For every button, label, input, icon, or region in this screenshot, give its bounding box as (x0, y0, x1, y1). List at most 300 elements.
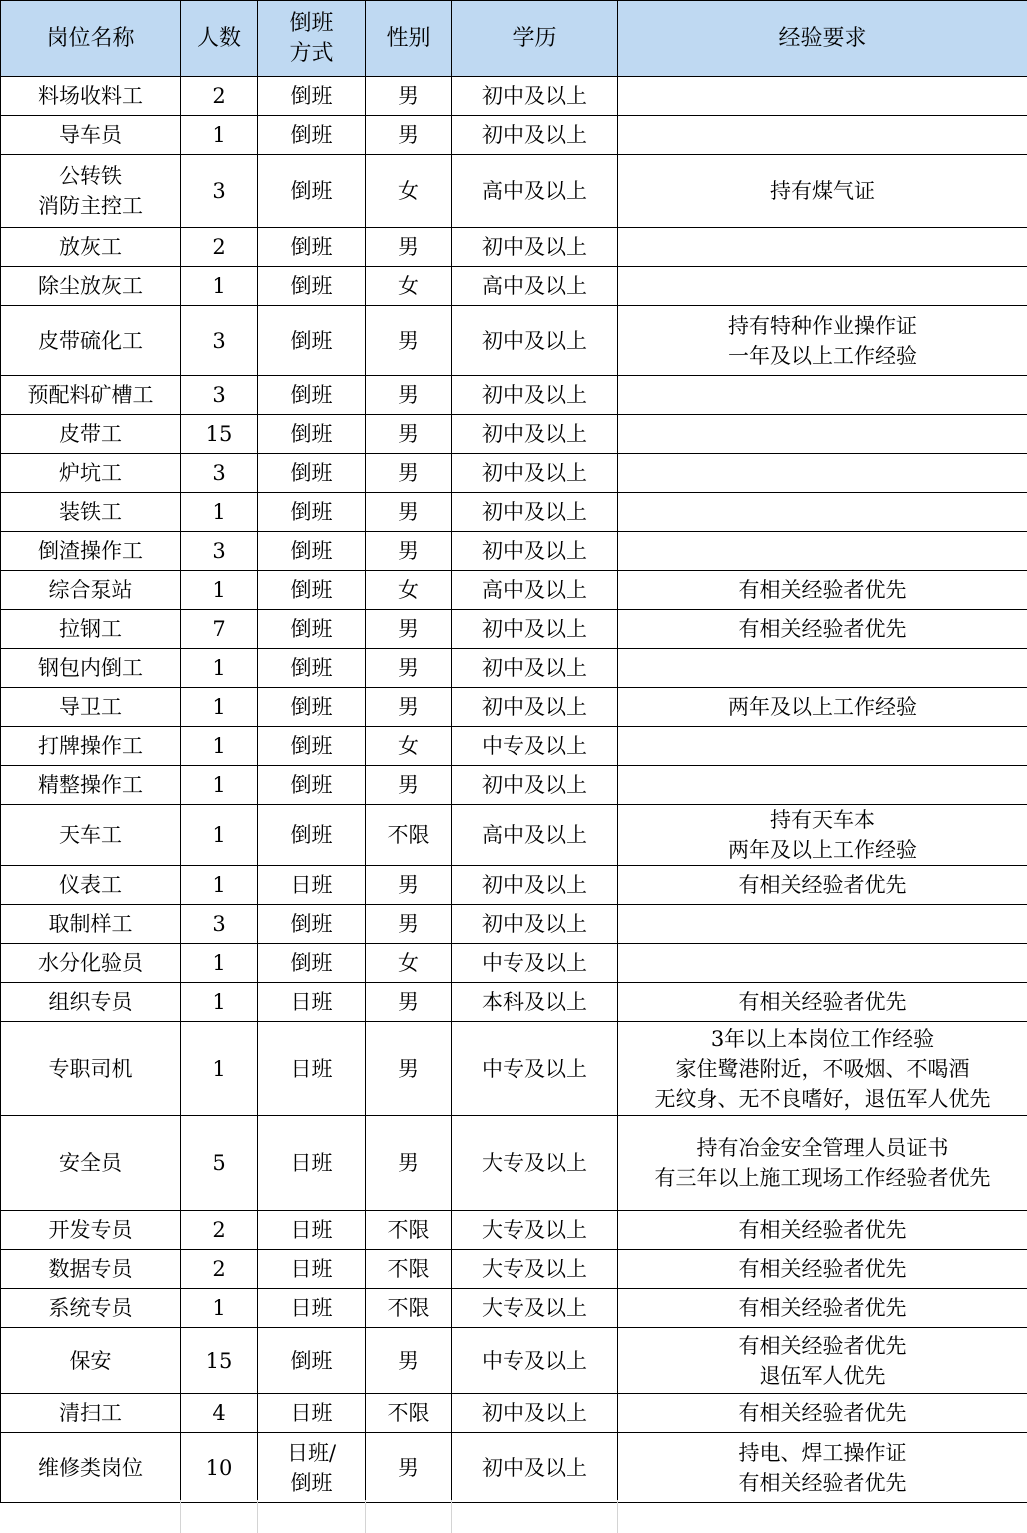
cell-education: 初中及以上 (452, 766, 618, 805)
cell-shift-type (258, 571, 366, 610)
cell-position-name (1, 905, 181, 944)
cell-experience (618, 983, 1027, 1022)
cell-education: 初中及以上 (452, 415, 618, 454)
cell-position-name-line: 消防主控工 (38, 194, 143, 218)
table-row (1, 1433, 1027, 1503)
cell-headcount: 3 (181, 454, 258, 493)
cell-experience-line: 两年及以上工作经验 (728, 695, 917, 719)
cell-gender: 男 (366, 532, 452, 571)
cell-position-name-line: 专职司机 (48, 1056, 133, 1081)
cell-headcount: 1 (181, 805, 258, 866)
cell-experience (618, 454, 1027, 493)
cell-shift-type-line: 日班 (290, 1257, 333, 1281)
cell-experience (618, 1328, 1027, 1394)
cell-position-name-line: 数据专员 (48, 1257, 133, 1281)
table-row (1, 805, 1027, 866)
cell-shift-type (258, 1433, 366, 1503)
cell-experience (618, 1394, 1027, 1433)
cell-gender: 男 (366, 493, 452, 532)
cell-headcount: 3 (181, 155, 258, 228)
cell-experience-line: 3年以上本岗位工作经验 (710, 1026, 935, 1051)
cell-headcount: 3 (181, 376, 258, 415)
cell-headcount: 5 (181, 1116, 258, 1211)
table-row (1, 688, 1027, 727)
cell-experience (618, 306, 1027, 376)
cell-experience (618, 805, 1027, 866)
cell-shift-type-line: 倒班 (290, 123, 333, 147)
table-row (1, 944, 1027, 983)
cell-education: 大专及以上 (452, 1211, 618, 1250)
cell-education: 大专及以上 (452, 1116, 618, 1211)
cell-shift-type (258, 727, 366, 766)
cell-education: 初中及以上 (452, 866, 618, 905)
cell-position-name (1, 1328, 181, 1394)
cell-position-name (1, 1289, 181, 1328)
cell-experience (618, 116, 1027, 155)
table-row (1, 571, 1027, 610)
table-row (1, 228, 1027, 267)
cell-experience (618, 905, 1027, 944)
cell-education: 初中及以上 (452, 454, 618, 493)
cell-gender: 不限 (366, 1211, 452, 1250)
table-row (1, 1328, 1027, 1394)
cell-gender: 男 (366, 415, 452, 454)
cell-experience (618, 415, 1027, 454)
cell-shift-type (258, 805, 366, 866)
cell-gender: 不限 (366, 1250, 452, 1289)
cell-shift-type (258, 155, 366, 228)
table-row (1, 866, 1027, 905)
table-row (1, 415, 1027, 454)
cell-gender: 女 (366, 155, 452, 228)
cell-experience-line: 持有煤气证 (770, 179, 875, 203)
cell-experience (618, 376, 1027, 415)
cell-position-name-line: 导卫工 (59, 695, 122, 719)
empty-sheet-gridlines (0, 1500, 1027, 1533)
cell-experience-line: 有相关经验者优先 (738, 578, 907, 602)
cell-gender: 男 (366, 1022, 452, 1116)
cell-education: 高中及以上 (452, 267, 618, 306)
cell-shift-type-line: 倒班 (290, 734, 333, 758)
table-row (1, 116, 1027, 155)
cell-headcount: 1 (181, 944, 258, 983)
cell-shift-type-line: 倒班 (290, 578, 333, 602)
cell-shift-type (258, 610, 366, 649)
cell-gender: 不限 (366, 1289, 452, 1328)
cell-shift-type (258, 1022, 366, 1116)
cell-shift-type (258, 688, 366, 727)
cell-experience (618, 571, 1027, 610)
cell-position-name (1, 1394, 181, 1433)
cell-headcount: 3 (181, 905, 258, 944)
cell-headcount: 2 (181, 1211, 258, 1250)
cell-shift-type-line: 倒班 (290, 773, 333, 797)
table-row (1, 77, 1027, 116)
cell-shift-type-line: 倒班 (290, 617, 333, 641)
cell-education: 初中及以上 (452, 688, 618, 727)
cell-headcount: 3 (181, 532, 258, 571)
cell-position-name (1, 415, 181, 454)
table-row (1, 766, 1027, 805)
cell-headcount: 1 (181, 866, 258, 905)
gridline (180, 1500, 181, 1533)
table-row (1, 267, 1027, 306)
gridline (451, 1500, 452, 1533)
cell-shift-type (258, 866, 366, 905)
header-gender: 性别 (366, 1, 452, 77)
cell-gender: 不限 (366, 1394, 452, 1433)
table-row (1, 155, 1027, 228)
cell-position-name-line: 精整操作工 (38, 773, 143, 797)
cell-shift-type-line: 日班 (290, 1296, 333, 1320)
cell-shift-type (258, 905, 366, 944)
cell-education: 本科及以上 (452, 983, 618, 1022)
cell-experience-line: 有相关经验者优先 (738, 1296, 907, 1320)
cell-gender: 男 (366, 1433, 452, 1503)
cell-experience-line: 有相关经验者优先 (738, 1470, 907, 1495)
table-row (1, 983, 1027, 1022)
cell-headcount: 1 (181, 727, 258, 766)
cell-education: 初中及以上 (452, 1433, 618, 1503)
cell-education: 高中及以上 (452, 571, 618, 610)
cell-shift-type-line: 倒班 (290, 84, 333, 108)
table-row (1, 454, 1027, 493)
cell-position-name-line: 钢包内倒工 (38, 656, 143, 680)
cell-headcount: 1 (181, 649, 258, 688)
cell-position-name-line: 预配料矿槽工 (27, 383, 154, 407)
cell-position-name (1, 688, 181, 727)
table-row (1, 532, 1027, 571)
cell-gender: 男 (366, 905, 452, 944)
table-row (1, 649, 1027, 688)
cell-education: 大专及以上 (452, 1289, 618, 1328)
cell-gender: 男 (366, 376, 452, 415)
cell-experience (618, 944, 1027, 983)
cell-experience (618, 1433, 1027, 1503)
cell-position-name-line: 皮带硫化工 (38, 328, 143, 353)
cell-position-name (1, 1211, 181, 1250)
cell-experience-line: 持电、焊工操作证 (738, 1440, 907, 1465)
cell-position-name (1, 649, 181, 688)
cell-experience-line: 有相关经验者优先 (738, 1333, 907, 1358)
cell-shift-type (258, 77, 366, 116)
cell-gender: 男 (366, 1328, 452, 1394)
cell-experience-line: 有相关经验者优先 (738, 1401, 907, 1425)
cell-experience-line: 一年及以上工作经验 (728, 343, 917, 368)
cell-shift-type (258, 766, 366, 805)
cell-position-name (1, 1250, 181, 1289)
table-row (1, 1211, 1027, 1250)
cell-shift-type (258, 983, 366, 1022)
cell-shift-type (258, 1116, 366, 1211)
cell-education: 中专及以上 (452, 944, 618, 983)
cell-education: 初中及以上 (452, 376, 618, 415)
cell-position-name-line: 取制样工 (48, 912, 133, 936)
cell-experience-line: 家住鹭港附近，不吸烟、不喝酒 (675, 1056, 970, 1081)
cell-position-name-line: 炉坑工 (59, 461, 122, 485)
cell-experience (618, 267, 1027, 306)
cell-position-name-line: 皮带工 (59, 422, 122, 446)
cell-education: 初中及以上 (452, 905, 618, 944)
cell-position-name-line: 仪表工 (59, 873, 122, 897)
cell-shift-type-line: 倒班 (290, 383, 333, 407)
cell-experience-line: 有相关经验者优先 (738, 617, 907, 641)
cell-position-name-line: 装铁工 (59, 500, 122, 524)
cell-position-name-line: 放灰工 (59, 235, 122, 259)
header-education: 学历 (452, 1, 618, 77)
cell-position-name (1, 155, 181, 228)
table-body (1, 77, 1027, 1503)
cell-headcount: 2 (181, 1250, 258, 1289)
cell-experience (618, 688, 1027, 727)
cell-position-name-line: 料场收料工 (38, 84, 143, 108)
header-shift-line: 倒班 (289, 10, 334, 36)
cell-experience (618, 727, 1027, 766)
cell-shift-type (258, 1250, 366, 1289)
cell-shift-type-line: 倒班 (290, 422, 333, 446)
cell-gender: 男 (366, 1116, 452, 1211)
cell-headcount: 1 (181, 493, 258, 532)
table-row (1, 1022, 1027, 1116)
cell-shift-type (258, 1211, 366, 1250)
cell-education: 初中及以上 (452, 77, 618, 116)
cell-gender: 女 (366, 727, 452, 766)
cell-position-name-line: 保安 (69, 1348, 112, 1373)
cell-position-name-line: 系统专员 (48, 1296, 133, 1320)
cell-position-name-line: 倒渣操作工 (38, 539, 143, 563)
cell-experience (618, 766, 1027, 805)
cell-experience-line: 有相关经验者优先 (738, 873, 907, 897)
cell-shift-type (258, 532, 366, 571)
cell-education: 中专及以上 (452, 727, 618, 766)
cell-position-name (1, 944, 181, 983)
cell-education: 初中及以上 (452, 306, 618, 376)
cell-education: 大专及以上 (452, 1250, 618, 1289)
cell-shift-type-line: 日班/ (286, 1440, 337, 1465)
table-row (1, 306, 1027, 376)
cell-experience (618, 610, 1027, 649)
cell-position-name (1, 493, 181, 532)
cell-experience-line: 有三年以上施工现场工作经验者优先 (654, 1166, 991, 1190)
cell-gender: 女 (366, 571, 452, 610)
cell-shift-type-line: 日班 (290, 1056, 333, 1081)
cell-position-name-line: 打牌操作工 (38, 734, 143, 758)
table-row (1, 493, 1027, 532)
cell-shift-type (258, 306, 366, 376)
cell-shift-type-line: 倒班 (290, 274, 333, 298)
cell-shift-type (258, 267, 366, 306)
cell-position-name (1, 376, 181, 415)
cell-education: 高中及以上 (452, 805, 618, 866)
cell-shift-type-line: 倒班 (290, 656, 333, 680)
cell-headcount: 1 (181, 116, 258, 155)
cell-shift-type (258, 116, 366, 155)
cell-gender: 男 (366, 228, 452, 267)
cell-experience (618, 1116, 1027, 1211)
cell-shift-type-line: 日班 (290, 990, 333, 1014)
header-row (1, 1, 1027, 77)
cell-position-name (1, 983, 181, 1022)
cell-headcount: 15 (181, 415, 258, 454)
cell-shift-type (258, 944, 366, 983)
cell-position-name-line: 维修类岗位 (38, 1455, 143, 1480)
cell-headcount: 1 (181, 766, 258, 805)
cell-education: 中专及以上 (452, 1328, 618, 1394)
cell-shift-type (258, 228, 366, 267)
cell-gender: 男 (366, 454, 452, 493)
cell-shift-type-line: 倒班 (290, 1470, 333, 1495)
table-row (1, 905, 1027, 944)
cell-position-name (1, 571, 181, 610)
cell-headcount: 2 (181, 77, 258, 116)
gridline (365, 1500, 366, 1533)
cell-position-name (1, 610, 181, 649)
cell-headcount: 1 (181, 688, 258, 727)
cell-position-name-line: 导车员 (59, 123, 122, 147)
cell-headcount: 4 (181, 1394, 258, 1433)
cell-headcount: 7 (181, 610, 258, 649)
cell-shift-type-line: 倒班 (290, 328, 333, 353)
cell-shift-type-line: 倒班 (290, 951, 333, 975)
cell-shift-type-line: 倒班 (290, 1348, 333, 1373)
cell-experience (618, 1289, 1027, 1328)
cell-position-name-line: 组织专员 (48, 990, 133, 1014)
cell-gender: 男 (366, 983, 452, 1022)
table-row (1, 1394, 1027, 1433)
table-row (1, 1250, 1027, 1289)
cell-shift-type-line: 倒班 (290, 500, 333, 524)
cell-education: 初中及以上 (452, 649, 618, 688)
cell-position-name (1, 727, 181, 766)
cell-position-name (1, 532, 181, 571)
cell-gender: 男 (366, 866, 452, 905)
cell-headcount: 1 (181, 571, 258, 610)
cell-headcount: 2 (181, 228, 258, 267)
cell-gender: 女 (366, 944, 452, 983)
cell-gender: 男 (366, 610, 452, 649)
cell-experience-line: 持有天车本 (770, 808, 875, 832)
cell-headcount: 15 (181, 1328, 258, 1394)
cell-experience-line: 有相关经验者优先 (738, 990, 907, 1014)
cell-position-name (1, 116, 181, 155)
header-position-name: 岗位名称 (1, 1, 181, 77)
cell-shift-type-line: 倒班 (290, 179, 333, 203)
cell-position-name-line: 清扫工 (59, 1401, 122, 1425)
cell-position-name-line: 安全员 (59, 1151, 122, 1175)
header-experience: 经验要求 (618, 1, 1027, 77)
header-shift-type (258, 1, 366, 77)
cell-shift-type (258, 1328, 366, 1394)
table-row (1, 610, 1027, 649)
cell-position-name-line: 拉钢工 (59, 617, 122, 641)
cell-shift-type-line: 倒班 (290, 461, 333, 485)
cell-position-name-line: 天车工 (59, 823, 122, 847)
cell-shift-type (258, 1289, 366, 1328)
cell-experience (618, 1250, 1027, 1289)
cell-experience (618, 228, 1027, 267)
cell-education: 初中及以上 (452, 532, 618, 571)
cell-shift-type (258, 454, 366, 493)
cell-position-name (1, 1022, 181, 1116)
cell-shift-type-line: 日班 (290, 1401, 333, 1425)
cell-shift-type (258, 1394, 366, 1433)
cell-experience (618, 77, 1027, 116)
cell-shift-type-line: 倒班 (290, 695, 333, 719)
cell-experience (618, 649, 1027, 688)
cell-education: 初中及以上 (452, 228, 618, 267)
cell-shift-type (258, 493, 366, 532)
cell-experience (618, 866, 1027, 905)
cell-experience-line: 有相关经验者优先 (738, 1218, 907, 1242)
header-shift-line: 方式 (289, 40, 334, 66)
cell-shift-type (258, 376, 366, 415)
cell-gender: 男 (366, 116, 452, 155)
cell-shift-type-line: 日班 (290, 1218, 333, 1242)
cell-education: 初中及以上 (452, 493, 618, 532)
cell-experience (618, 155, 1027, 228)
cell-position-name-line: 水分化验员 (38, 951, 143, 975)
cell-experience-line: 无纹身、无不良嗜好，退伍军人优先 (654, 1086, 991, 1111)
cell-position-name (1, 866, 181, 905)
cell-experience-line: 持有冶金安全管理人员证书 (696, 1136, 949, 1160)
cell-headcount: 1 (181, 1289, 258, 1328)
gridline (617, 1500, 618, 1533)
cell-headcount: 10 (181, 1433, 258, 1503)
cell-position-name-line: 综合泵站 (48, 578, 133, 602)
cell-position-name-line: 开发专员 (48, 1218, 133, 1242)
gridline (257, 1500, 258, 1533)
cell-education: 高中及以上 (452, 155, 618, 228)
cell-headcount: 1 (181, 267, 258, 306)
cell-position-name (1, 77, 181, 116)
cell-experience-line: 有相关经验者优先 (738, 1257, 907, 1281)
cell-experience (618, 1022, 1027, 1116)
cell-gender: 男 (366, 306, 452, 376)
cell-position-name (1, 766, 181, 805)
cell-headcount: 3 (181, 306, 258, 376)
cell-gender: 不限 (366, 805, 452, 866)
cell-gender: 男 (366, 688, 452, 727)
cell-headcount: 1 (181, 1022, 258, 1116)
cell-shift-type (258, 649, 366, 688)
table-row (1, 727, 1027, 766)
cell-position-name (1, 267, 181, 306)
cell-shift-type-line: 倒班 (290, 823, 333, 847)
cell-education: 初中及以上 (452, 1394, 618, 1433)
cell-experience-line: 持有特种作业操作证 (728, 313, 917, 338)
cell-education: 中专及以上 (452, 1022, 618, 1116)
cell-education: 初中及以上 (452, 610, 618, 649)
table-row (1, 1289, 1027, 1328)
cell-experience (618, 1211, 1027, 1250)
table-row (1, 376, 1027, 415)
cell-shift-type (258, 415, 366, 454)
cell-position-name (1, 805, 181, 866)
cell-shift-type-line: 倒班 (290, 235, 333, 259)
cell-experience-line: 退伍军人优先 (759, 1363, 886, 1388)
cell-position-name (1, 1433, 181, 1503)
header-headcount: 人数 (181, 1, 258, 77)
cell-experience (618, 493, 1027, 532)
cell-gender: 女 (366, 267, 452, 306)
cell-education: 初中及以上 (452, 116, 618, 155)
cell-shift-type-line: 倒班 (290, 539, 333, 563)
cell-headcount: 1 (181, 983, 258, 1022)
cell-experience (618, 532, 1027, 571)
cell-shift-type-line: 倒班 (290, 912, 333, 936)
cell-position-name (1, 306, 181, 376)
cell-gender: 男 (366, 77, 452, 116)
